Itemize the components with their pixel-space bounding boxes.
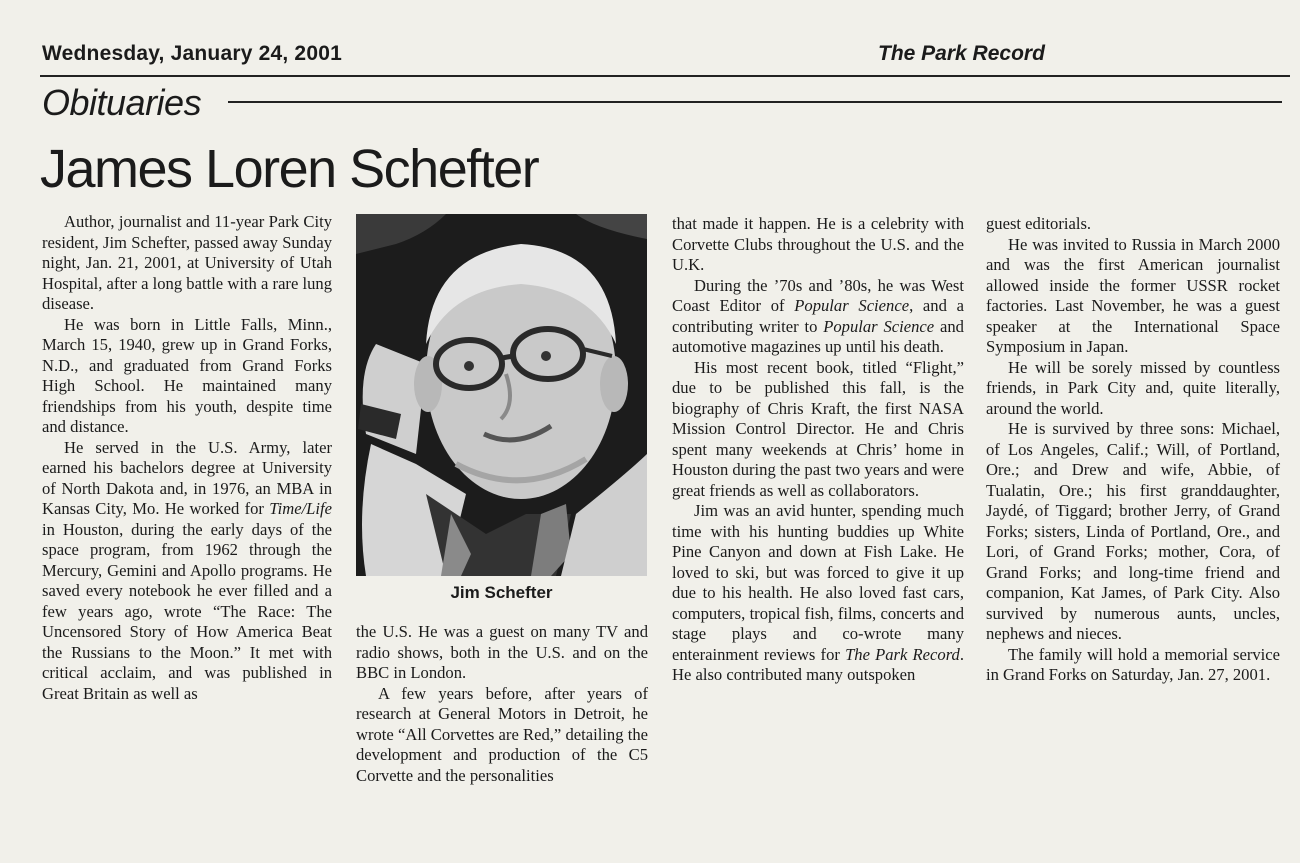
portrait-photo: [356, 214, 647, 576]
article-column-2: [356, 622, 648, 786]
header-rule: [40, 75, 1290, 77]
portrait-illustration: [356, 214, 647, 576]
issue-date: Wednesday, January 24, 2001: [42, 42, 342, 65]
publication-name: Popular Science: [794, 296, 910, 315]
text-run: During the ’70s and ’80s, he was West Coast Editor of: [672, 275, 964, 315]
newspaper-name: The Park Record: [878, 42, 1045, 65]
text-run: Jim was an avid hunter, spending much time with his hunting buddies up White Pine Canyon and down at Fish Lake. He loved to ski, but was forced to give it up due to his health. He also loved fast cars, computers, tropical fish, films, concerts and stage plays and co-wrote many enterainment reviews for: [672, 501, 964, 664]
paragraph: A few years before, after years of research at General Motors in Detroit, he wrote “All Corvettes are Red,” detailing the development and production of the C5 Corvette and the personalities: [356, 683, 648, 785]
publication-name: Time/Life: [269, 499, 332, 518]
paragraph: guest editorials.: [986, 214, 1092, 233]
section-title: Obituaries: [42, 82, 202, 123]
paragraph: Author, journalist and 11-year Park City resident, Jim Schefter, passed away Sunday night, Jan. 21, 2001, at University of Utah Hospital, after a long battle with a rare lung disease.: [42, 212, 332, 313]
paragraph: [672, 276, 964, 358]
paragraph: that made it happen. He is a celebrity with Corvette Clubs throughout the U.S. and the U.K.: [672, 214, 964, 274]
paragraph: [42, 438, 332, 705]
photo-caption: Jim Schefter: [450, 583, 553, 602]
paragraph: the U.S. He was a guest on many TV and radio shows, both in the U.S. and on the BBC in London.: [356, 622, 648, 682]
text-run: He served in the U.S. Army, later earned his bachelors degree at University of North Dakota and, in 1976, an MBA in Kansas City, Mo. He worked for: [42, 437, 332, 518]
paragraph: He is survived by three sons: Michael, of Los Angeles, Calif.; Will, of Portland, Ore.; and Drew and wife, Abbie, of Tualatin, Ore.; his first granddaughter, Jaydé, of Tiggard; brother Jerry, of Grand Forks; sisters, Linda of Portland, Ore., and Lori, of Grand Forks; mother, Cora, of Grand Forks; and long-time friend and companion, Kat James, of Park City. Also survived by numerous aunts, uncles, nephews and nieces.: [986, 419, 1280, 643]
paragraph: [672, 501, 964, 686]
publication-name: The Park Record: [845, 644, 960, 664]
headline: James Loren Schefter: [40, 139, 539, 199]
paragraph: His most recent book, titled “Flight,” due to be published this fall, is the biography of Chris Kraft, the first NASA Mission Control Director. He and Chris spent many weekends at Chris’ home in Houston during the past two years and were great friends as well as collaborators.: [672, 357, 964, 500]
text-run: , and a contributing writer to: [672, 296, 964, 336]
article-column-1: [42, 212, 332, 704]
paragraph: He was born in Little Falls, Minn., March 15, 1940, grew up in Grand Forks, N.D., and graduated from Grand Forks High School. He maintained many friendships from his youth, despite time and distance.: [42, 314, 332, 436]
article-column-3: [672, 214, 964, 686]
paragraph: The family will hold a memorial service in Grand Forks on Saturday, Jan. 27, 2001.: [986, 644, 1280, 684]
text-run: in Houston, during the early days of the space program, from 1962 through the Mercury, Gemini and Apollo programs. He saved every notebook he ever filled and a few years ago, wrote “The Race: The Uncensored Story of How America Beat the Russians to the Moon.” It met with critical acclaim, and was published in Great Britain as well as: [42, 519, 332, 703]
paragraph: He was invited to Russia in March 2000 and was the first American journalist allowed inside the former USSR rocket factories. Last November, he was a guest speaker at the International Space Symposium in Japan.: [986, 234, 1280, 356]
paragraph: He will be sorely missed by countless friends, in Park City and, quite literally, around the world.: [986, 357, 1280, 418]
section-rule: [228, 101, 1282, 103]
publication-name: Popular Science: [823, 316, 935, 336]
text-run: . He also contributed many outspoken: [672, 644, 964, 684]
article-column-4: [986, 214, 1280, 686]
text-run: and automotive magazines up until his death.: [672, 316, 964, 356]
